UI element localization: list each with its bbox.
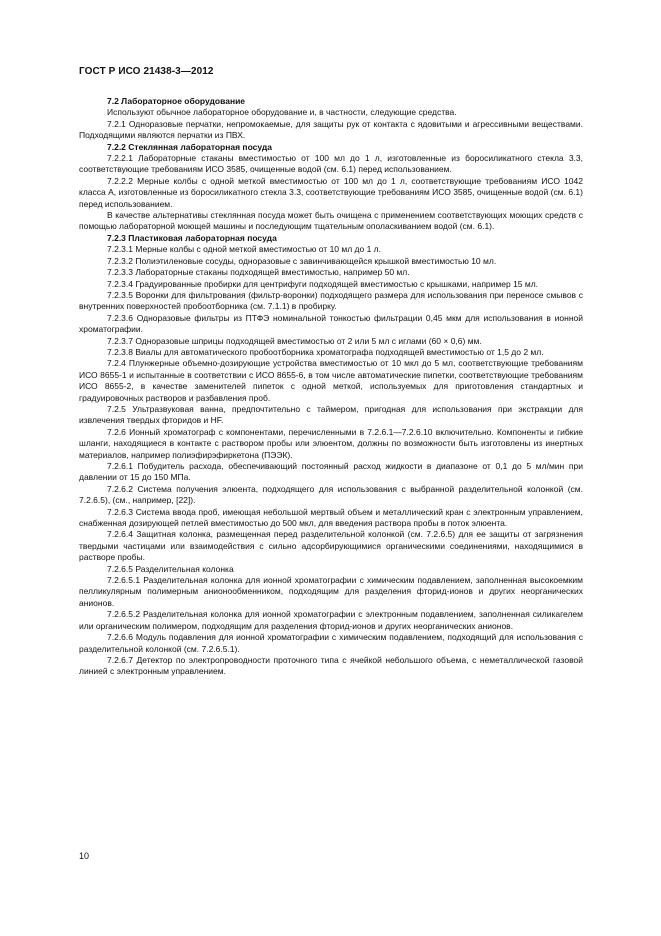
paragraph: 7.2.6.6 Модуль подавления для ионной хроматографии с химическим подавлением, подходящий для использования с разделительной колонкой (см. 7.2.6.5.1). <box>79 632 583 654</box>
paragraph: 7.2.6.2 Система получения элюента, подходящего для использования с выбранной разделительной колонкой (см. 7.2.6.5), (см., например, [22]). <box>79 483 583 506</box>
paragraph: 7.2.3.4 Градуированные пробирки для центрифуги подходящей вместимостью с крышками, например 15 мл. <box>107 278 539 289</box>
paragraph: 7.2.3.2 Полиэтиленовые сосуды, одноразовые с завинчивающейся крышкой вместимостью 10 мл. <box>107 255 497 266</box>
page-number: 10 <box>79 851 90 861</box>
paragraph: В качестве альтернативы стеклянная посуда может быть очищена с применением соответствующих моющих средств с помощью лабораторной моющей машины и последующим тщательным ополаскиванием водой (см. 6.1). <box>79 210 583 232</box>
document-header: ГОСТ Р ИСО 21438-3—2012 <box>79 66 214 77</box>
paragraph: 7.2.6.5 Разделительная колонка <box>107 563 234 574</box>
paragraph: 7.2.3.7 Одноразовые шприцы подходящей вместимостью от 2 или 5 мл с иглами (60 × 0,6) мм. <box>107 335 482 346</box>
section-heading: 7.2.2 Стеклянная лабораторная посуда <box>107 141 273 152</box>
paragraph: 7.2.3.1 Мерные колбы с одной меткой вместимостью от 10 мл до 1 л. <box>107 244 382 255</box>
paragraph: 7.2.3.3 Лабораторные стаканы подходящей вместимостью, например 50 мл. <box>107 267 410 278</box>
paragraph: 7.2.6.5.2 Разделительная колонка для ионной хроматографии с электронным подавлением, заполненная силикагелем или органическим полимером, подходящим для разделения фторид-ионов и других неорганических анионов. <box>79 609 583 631</box>
section-heading: 7.2.3 Пластиковая лабораторная посуда <box>107 232 277 243</box>
document-body <box>79 96 583 678</box>
paragraph: 7.2.6 Ионный хроматограф с компонентами, перечисленными в 7.2.6.1—7.2.6.10 включительно. Компоненты и гибкие шланги, находящиеся в контакте с раствором пробы или элюентом, должны по возможности быть изготовлены из инертных материалов, например полиэфирэфиркетона (ПЭЭК). <box>79 426 583 460</box>
paragraph: 7.2.3.5 Воронки для фильтрования (фильтр-воронки) подходящего размера для использования при переносе смывов с внутренних поверхностей пробоотборника (см. 7.1.1) в пробирку. <box>79 289 583 312</box>
paragraph: 7.2.6.5.1 Разделительная колонка для ионной хроматографии с химическим подавлением, заполненная высокоемким пелликулярным полимерным анионообменником, подходящим для разделения фторид-ионов и других неорганических анионов. <box>79 575 583 608</box>
paragraph: 7.2.6.7 Детектор по электропроводности проточного типа с ячейкой небольшого объема, с неметаллической газовой линией с электронным управлением. <box>79 654 583 677</box>
paragraph: 7.2.2.2 Мерные колбы с одной меткой вместимостью от 100 мл до 1 л, соответствующие требованиям ИСО 1042 класса А, изготовленные из боросиликатного стекла 3.3, соответствующие требованиям ИСО 3585, очищенные водой (см. 6.1) перед использованием. <box>79 175 583 209</box>
paragraph: 7.2.1 Одноразовые перчатки, непромокаемые, для защиты рук от контакта с ядовитыми и агрессивными веществами. Подходящими являются перчатки из ПВХ. <box>79 118 583 141</box>
paragraph: 7.2.2.1 Лабораторные стаканы вместимостью от 100 мл до 1 л, изготовленные из боросиликатного стекла 3.3, соответствующие требованиям ИСО 3585, очищенные водой (см. 6.1) перед использованием. <box>79 153 583 175</box>
paragraph: 7.2.5 Ультразвуковая ванна, предпочтительно с таймером, пригодная для использования при экстракции для извлечения твердых фторидов и HF. <box>79 403 583 426</box>
paragraph: 7.2.3.8 Виалы для автоматического пробоотборника хроматографа подходящей вместимостью от 1,5 до 2 мл. <box>107 346 544 357</box>
paragraph: 7.2.6.3 Система ввода проб, имеющая небольшой мертвый объем и металлический кран с электронным управлением, снабженная дозирующей петлей вместимостью до 500 мкл, для введения раствора пробы в поток элюента. <box>79 506 583 529</box>
paragraph: 7.2.6.4 Защитная колонка, размещенная перед разделительной колонкой (см. 7.2.6.5) для ее защиты от загрязнения твердыми частицами или взаимодействия с сильно адсорбирующимися органическими соединениями, находящимися в растворе пробы. <box>79 529 583 563</box>
paragraph: 7.2.6.1 Побудитель расхода, обеспечивающий постоянный расход жидкости в диапазоне от 0,1 до 5 мл/мин при давлении от 15 до 150 МПа. <box>79 461 583 483</box>
section-heading: 7.2 Лабораторное оборудование <box>107 96 246 106</box>
paragraph: 7.2.3.6 Одноразовые фильтры из ПТФЭ номинальной тонкостью фильтрации 0,45 мкм для использования в ионной хроматографии. <box>79 312 583 335</box>
paragraph: Используют обычное лабораторное оборудование и, в частности, следующие средства. <box>107 107 457 118</box>
paragraph: 7.2.4 Плунжерные объемно-дозирующие устройства вместимостью от 10 мкл до 5 мл, соответствующие требованиям ИСО 8655-1 и испытанные в соответствии с ИСО 8655-6, в том числе автоматические пипетки, соответствующие требованиям ИСО 8655-2, в качестве заменителей пипеток с одной меткой, используемых для приготовления стандартных и градуировочных растворов и разбавления проб. <box>79 358 583 403</box>
